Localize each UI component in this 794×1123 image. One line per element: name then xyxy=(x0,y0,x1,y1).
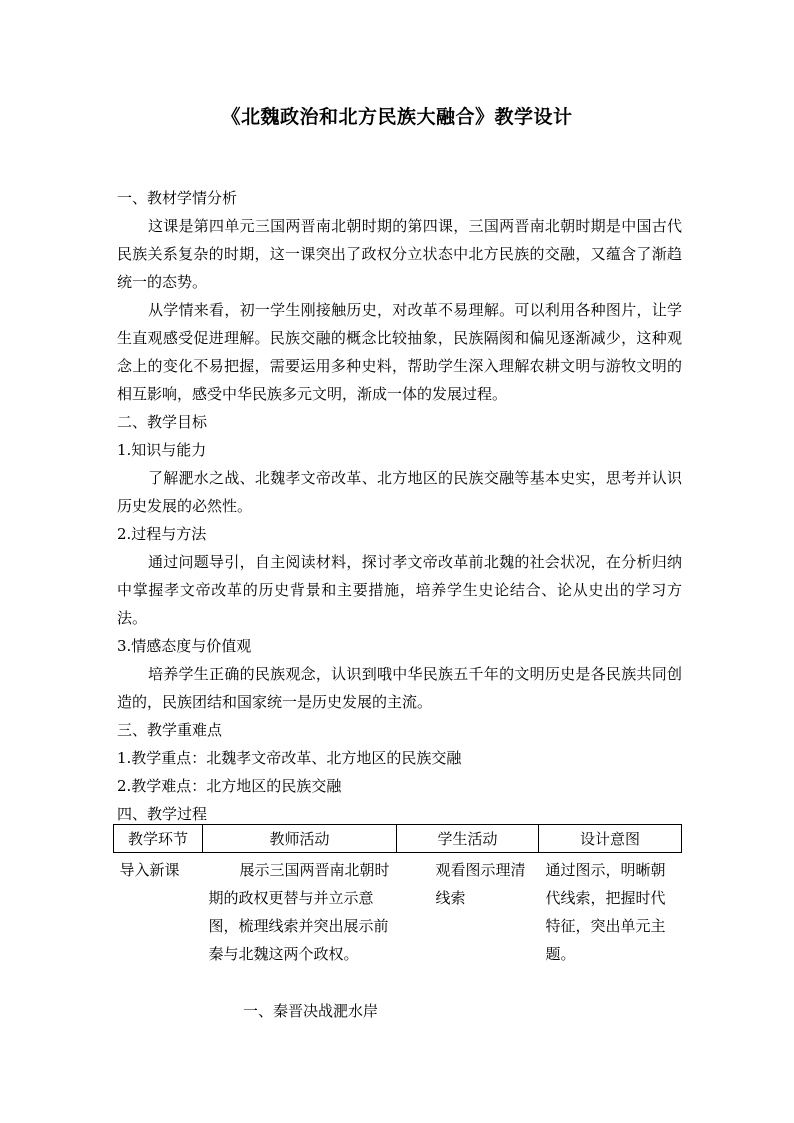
table-cell-stage xyxy=(114,853,203,969)
section-objectives xyxy=(117,408,682,716)
teacher-activity-text: 展示三国两晋南北朝时期的政权更替与并立示意图，梳理线索并突出展示前秦与北魏这两个政权。 xyxy=(208,861,390,963)
section-heading-analysis: 一、教材学情分析 xyxy=(117,189,238,207)
section-heading-process: 四、教学过程 xyxy=(117,805,208,823)
table-cell-teacher xyxy=(203,853,397,969)
objective-text-process: 通过问题导引，自主阅读材料，探讨孝文帝改革前北魏的社会状况，在分析归纳中掌握孝文帝改革的历史背景和主要措施，培养学生史论结合、论从史出的学习方法。 xyxy=(117,553,682,627)
objective-text-values: 培养学生正确的民族观念，认识到哦中华民族五千年的文明历史是各民族共同创造的，民族团结和国家统一是历史发展的主流。 xyxy=(117,665,682,711)
table-header-stage: 教学环节 xyxy=(114,825,203,853)
section-heading-key-points: 三、教学重难点 xyxy=(117,721,223,739)
document-title: 《北魏政治和北方民族大融合》教学设计 xyxy=(221,106,573,128)
objective-heading-knowledge: 1.知识与能力 xyxy=(117,441,207,459)
section-key-points xyxy=(117,716,682,828)
table-row xyxy=(114,853,682,969)
key-point: 1.教学重点：北魏孝文帝改革、北方地区的民族交融 xyxy=(117,749,462,767)
stage-text: 导入新课 xyxy=(119,861,180,879)
table-cell-student xyxy=(397,853,539,969)
table-header-intent: 设计意图 xyxy=(539,825,682,853)
table-cell-intent xyxy=(539,853,682,969)
analysis-paragraph-2: 从学情来看，初一学生刚接触历史，对改革不易理解。可以利用各种图片，让学生直观感受促进理解。民族交融的概念比较抽象，民族隔阂和偏见逐渐减少，这种观念上的变化不易把握，需要运用多种史料，帮助学生深入理解农耕文明与游牧文明的相互影响，感受中华民族多元文明，渐成一体的发展过程。 xyxy=(117,301,682,403)
objective-heading-values: 3.情感态度与价值观 xyxy=(117,637,252,655)
table-header-student: 学生活动 xyxy=(397,825,539,853)
student-activity-text: 观看图示理清线索 xyxy=(435,861,526,907)
analysis-paragraph-1: 这课是第四单元三国两晋南北朝时期的第四课，三国两晋南北朝时期是中国古代民族关系复杂的时期，这一课突出了政权分立状态中北方民族的交融，又蕴含了渐趋统一的态势。 xyxy=(117,217,682,291)
table-header-row xyxy=(114,825,682,853)
teaching-process-table xyxy=(113,824,682,968)
section-analysis xyxy=(117,184,682,408)
design-intent-text: 通过图示，明晰朝代线索，把握时代特征，突出单元主题。 xyxy=(545,861,666,963)
difficult-point: 2.教学难点：北方地区的民族交融 xyxy=(117,777,342,795)
subsection-heading: 一、秦晋决战淝水岸 xyxy=(243,1002,379,1020)
objective-heading-process: 2.过程与方法 xyxy=(117,525,207,543)
objective-text-knowledge: 了解淝水之战、北魏孝文帝改革、北方地区的民族交融等基本史实，思考并认识历史发展的必然性。 xyxy=(117,469,682,515)
table-header-teacher: 教师活动 xyxy=(203,825,397,853)
section-heading-objectives: 二、教学目标 xyxy=(117,413,208,431)
